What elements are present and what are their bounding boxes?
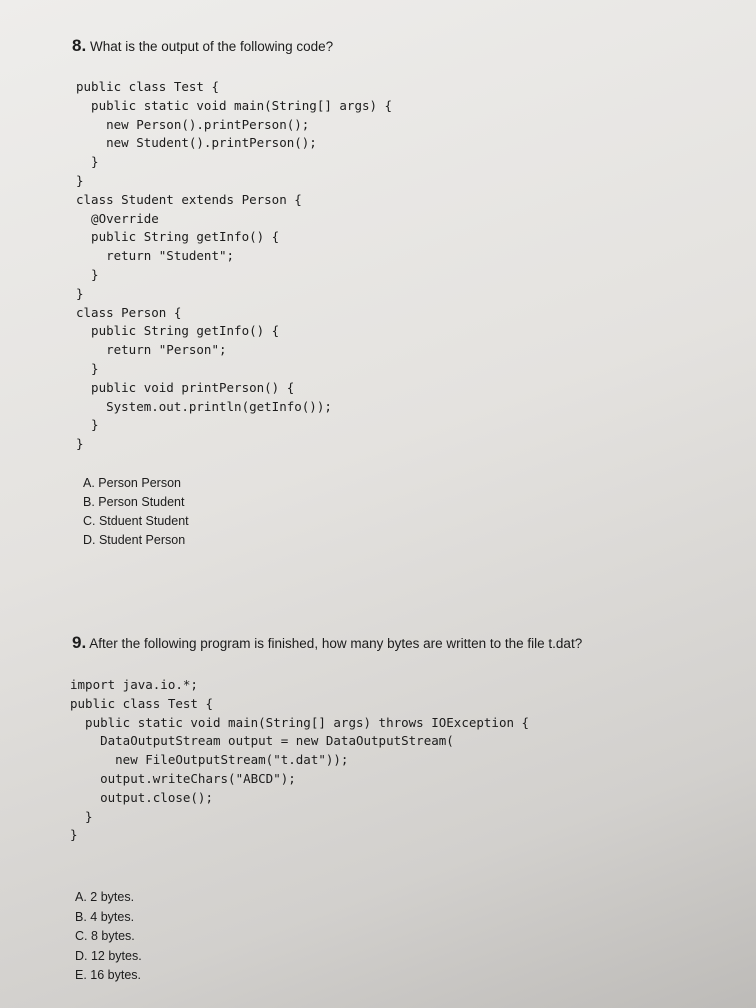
- code-line: }: [70, 827, 78, 843]
- question-8-text: What is the output of the following code?: [89, 39, 334, 54]
- code-line: }: [76, 360, 99, 376]
- code-line: class Student extends Person {: [76, 191, 302, 207]
- question-8-number: 8.: [72, 36, 87, 55]
- code-line: DataOutputStream output = new DataOutputStream(: [70, 733, 454, 749]
- code-line: public String getInfo() {: [76, 323, 280, 339]
- code-line: }: [70, 808, 93, 824]
- code-line: public static void main(String[] args) {: [76, 97, 393, 113]
- question-8-options: [83, 474, 189, 550]
- code-line: @Override: [76, 210, 159, 226]
- answer-option: E. 16 bytes.: [75, 968, 142, 982]
- answer-option: C. Stduent Student: [83, 514, 189, 528]
- code-line: }: [76, 172, 84, 188]
- answer-option: B. 4 bytes.: [75, 909, 135, 924]
- code-line: import java.io.*;: [70, 677, 198, 692]
- code-line: }: [76, 266, 99, 282]
- code-line: }: [76, 154, 99, 170]
- code-line: new FileOutputStream("t.dat"));: [70, 752, 349, 768]
- code-line: class Person {: [76, 304, 182, 320]
- code-line: public static void main(String[] args) throws IOException {: [70, 714, 530, 730]
- code-line: }: [76, 436, 84, 452]
- code-line: public String getInfo() {: [76, 229, 280, 245]
- answer-option: B. Person Student: [83, 495, 185, 509]
- code-line: new Person().printPerson();: [76, 116, 310, 132]
- code-line: public class Test {: [70, 695, 213, 711]
- question-9-text: After the following program is finished, how many bytes are written to the file t.dat?: [89, 636, 583, 651]
- question-9-number: 9.: [72, 633, 87, 652]
- answer-option: D. 12 bytes.: [75, 948, 142, 963]
- code-line: new Student().printPerson();: [76, 135, 317, 151]
- code-line: return "Person";: [76, 342, 227, 358]
- code-line: output.close();: [70, 789, 213, 805]
- code-line: output.writeChars("ABCD");: [70, 770, 296, 786]
- question-9-heading: [72, 633, 582, 653]
- code-line: public class Test {: [76, 79, 219, 94]
- question-9-code: [70, 676, 529, 845]
- question-9-options: [75, 888, 142, 986]
- code-line: System.out.println(getInfo());: [76, 398, 332, 414]
- code-line: public void printPerson() {: [76, 379, 295, 395]
- code-line: }: [76, 417, 99, 433]
- answer-option: A. Person Person: [83, 476, 181, 490]
- question-8-heading: [72, 36, 333, 56]
- answer-option: D. Student Person: [83, 533, 186, 547]
- question-8-code: [76, 78, 392, 454]
- code-line: return "Student";: [76, 248, 235, 264]
- answer-option: C. 8 bytes.: [75, 929, 135, 943]
- answer-option: A. 2 bytes.: [75, 890, 135, 904]
- code-line: }: [76, 285, 84, 301]
